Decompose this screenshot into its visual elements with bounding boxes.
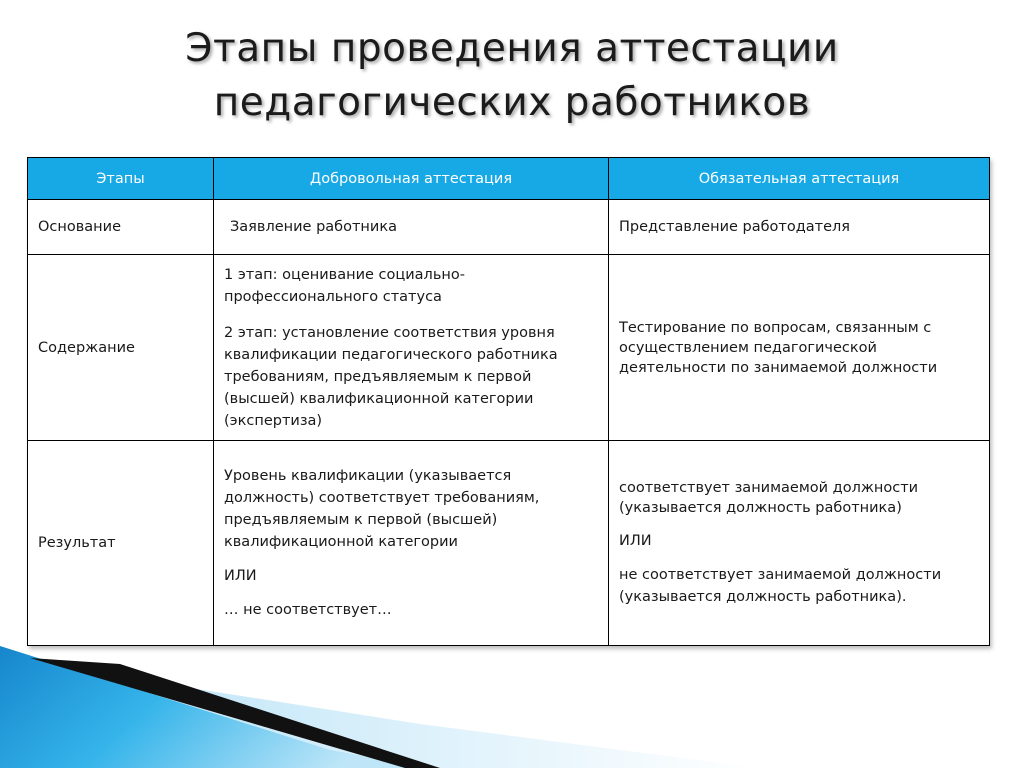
result-voluntary-text-1: Уровень квалификации (указывается должность) соответствует требованиям, предъявляемым к первой (высшей) квалификационной категории: [224, 468, 540, 550]
cell-base-voluntary: [214, 200, 609, 255]
cell-result-mandatory: [609, 441, 990, 646]
row-label-base: Основание: [28, 200, 214, 255]
cell-content-voluntary: [214, 255, 609, 441]
header-stages: Этапы: [28, 158, 214, 200]
cell-base-mandatory: Представление работодателя: [609, 200, 990, 255]
table-header-row: [28, 158, 990, 200]
row-label-result: Результат: [28, 441, 214, 646]
result-voluntary-or: ИЛИ: [224, 568, 257, 584]
result-mandatory-or: ИЛИ: [619, 533, 652, 549]
content-voluntary-stage-1: 1 этап: оценивание социально-профессионального статуса: [224, 266, 465, 305]
cell-result-voluntary: [214, 441, 609, 646]
table-row-base: [28, 200, 990, 255]
row-label-content: Содержание: [28, 255, 214, 441]
table-row-content: [28, 255, 990, 441]
cell-content-mandatory: [609, 255, 990, 441]
content-mandatory-text: Тестирование по вопросам, связанным с осуществлением педагогической деятельности по занимаемой должности: [619, 319, 938, 376]
result-mandatory-text-2: не соответствует занимаемой должности (указывается должность работника).: [619, 567, 942, 605]
slide-title: [0, 22, 1024, 130]
attestation-table: [27, 157, 990, 646]
slide-decoration-swoosh: [0, 640, 1024, 768]
content-voluntary-stage-2: 2 этап: установление соответствия уровня квалификации педагогического работника требованиям, предъявляемым к первой (высшей) квалификационной категории (экспертиза): [224, 324, 558, 429]
header-voluntary: Добровольная аттестация: [214, 158, 609, 200]
header-mandatory: Обязательная аттестация: [609, 158, 990, 200]
result-mandatory-text-1: соответствует занимаемой должности (указывается должность работника): [619, 480, 919, 516]
slide-title-line-1: Этапы проведения аттестации: [185, 26, 839, 71]
table-row-result: [28, 441, 990, 646]
slide-title-line-2: педагогических работников: [213, 80, 811, 125]
cell-base-voluntary-text: Заявление работника: [230, 219, 397, 235]
result-voluntary-text-2: … не соответствует…: [224, 602, 392, 618]
